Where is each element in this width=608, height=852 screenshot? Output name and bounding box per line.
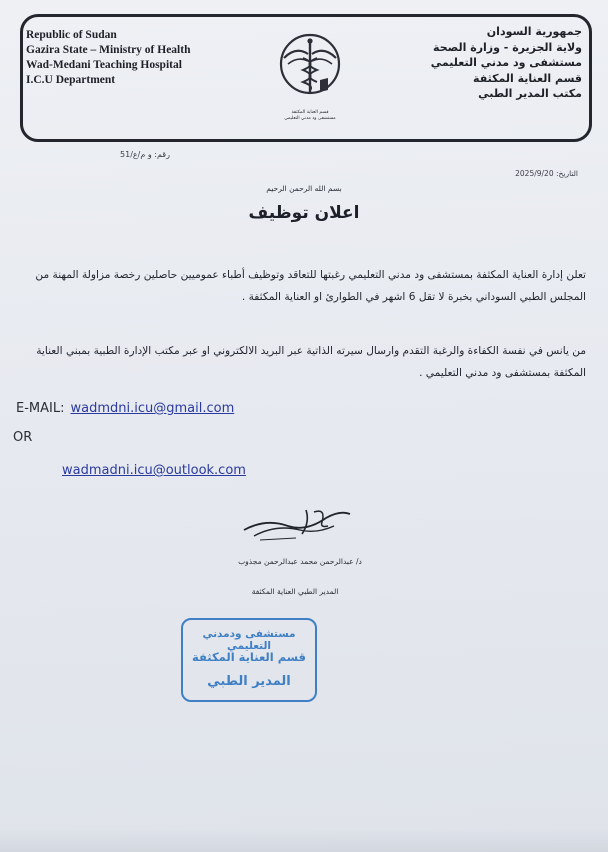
letterhead-arabic [431,24,582,102]
logo-caption: قسم العناية المكثفة [291,110,329,115]
letterhead-english [26,28,190,88]
email-link-outlook[interactable]: wadmadni.icu@outlook.com [62,463,246,478]
logo-caption: مستشفى ود مدني التعليمي [284,116,336,121]
signatory-name: د/ عبدالرحمن محمد عبدالرحمن مجذوب [238,557,362,566]
letterhead-english-line: I.C.U Department [26,74,116,86]
reference-number: رقم: و م/ع/51 [120,150,170,159]
page-shadow [0,828,608,852]
signatory-title: المدير الطبي العناية المكثفة [251,587,339,596]
stamp-line: مستشفى ودمدني التعليمي [202,628,296,652]
letterhead-english-line: Gazira State – Ministry of Health [26,44,191,56]
basmala: بسم الله الرحمن الرحيم [266,184,342,193]
letterhead-arabic-line: جمهورية السودان [486,25,582,38]
official-stamp [181,618,317,702]
letterhead-arabic-line: قسم العناية المكثفة [473,71,582,85]
letterhead-english-line: Wad-Medani Teaching Hospital [26,59,182,71]
email-row [16,401,234,416]
email-label: E-MAIL: [16,401,65,416]
handwritten-signature [236,500,356,546]
letterhead-english-line: Republic of Sudan [26,29,117,41]
letterhead-arabic-line: مستشفى ود مدني التعليمي [430,56,582,69]
caduceus-icon [270,28,350,108]
hospital-logo [270,28,350,124]
announcement-title: اعلان توظيف [248,203,360,223]
body-paragraph: تعلن إدارة العناية المكثفة بمستشفى ود مدني التعليمي رغبتها للتعاقد وتوظيف أطباء عموميين حاصلين رخصة مزاولة المهنة من المجلس الطبي السوداني بخبرة لا تقل 6 اشهر في الطوارئ او العناية المكثفة . [35,269,586,303]
or-text: OR [13,430,33,445]
letter-date: التاريخ: 2025/9/20 [515,169,578,178]
email-link-gmail[interactable]: wadmdni.icu@gmail.com [70,401,235,416]
stamp-line: قسم العناية المكثفة [192,650,306,664]
letterhead-arabic-line: مكتب المدير الطبي [478,87,582,100]
body-paragraph: من يانس في نفسة الكفاءة والرغبة التقدم وارسال سيرته الذاتية عبر البريد الالكتروني او عبر مكتب الإدارة الطبية بمبني العناية المكثفة بمستشفى ود مدني التعليمي . [36,345,586,379]
stamp-line: المدير الطبي [207,674,291,689]
letterhead-arabic-line: ولاية الجزيرة - وزارة الصحة [433,40,582,54]
